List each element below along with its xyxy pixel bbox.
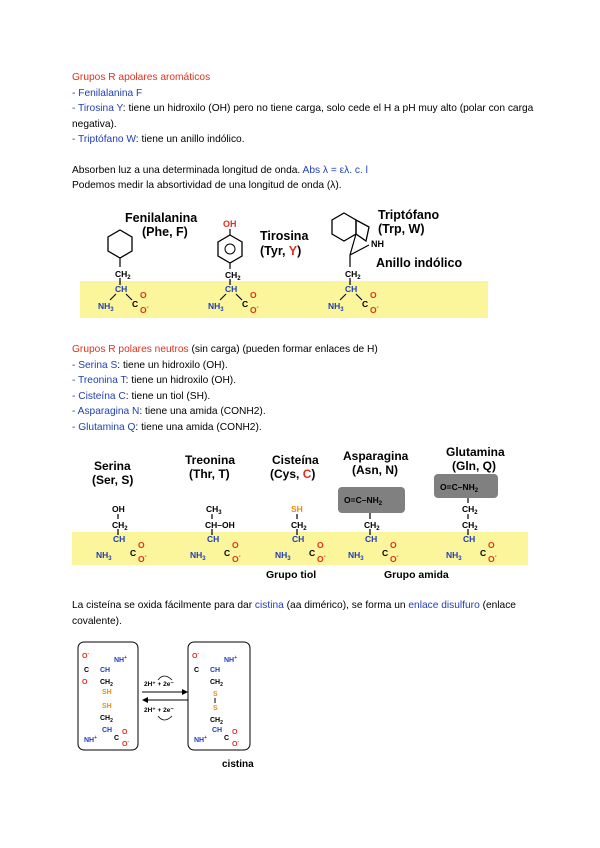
svg-text:CH2: $CH_2$: [210, 679, 223, 688]
svg-text:O-: O-: [370, 305, 379, 315]
svg-text:CH: CH: [115, 284, 128, 294]
thr-abbr: (Thr, T): [189, 467, 230, 481]
trp-name: Triptófano: [378, 208, 440, 222]
item-phe: - Fenilalanina F: [72, 87, 143, 99]
svg-text:O: O: [317, 540, 324, 550]
svg-text:C: C: [132, 299, 139, 309]
svg-text:C: C: [224, 548, 231, 558]
ser-name: Serina: [94, 459, 131, 473]
svg-text:CH: CH: [225, 284, 238, 294]
aromatic-figure: [80, 205, 490, 320]
item-thr: - Treonina T: tiene un hidroxilo (OH).: [72, 375, 237, 386]
svg-text:O: O: [390, 540, 397, 550]
svg-text:NH+: NH+: [194, 735, 208, 744]
svg-text:C: C: [309, 548, 316, 558]
svg-text:CH2: $CH_2$: [291, 520, 307, 532]
svg-text:NH+: NH+: [224, 655, 238, 664]
svg-text:CH: CH: [207, 534, 220, 544]
thr-name: Treonina: [185, 453, 236, 467]
svg-text:O: O: [232, 540, 239, 550]
svg-text:CH: CH: [102, 727, 113, 734]
absorb-formula: Abs λ = ελ. c. l: [302, 164, 368, 176]
svg-text:O: O: [82, 679, 88, 686]
tyr-name: Tirosina: [260, 229, 309, 243]
svg-text:NH3: $NH_3$: [98, 301, 114, 313]
arrow-top-label: 2H⁺ + 2e⁻: [144, 681, 174, 688]
svg-text:O-: O-: [82, 651, 90, 660]
arrow-bottom-label: 2H⁺ + 2e⁻: [144, 707, 174, 714]
svg-text:CH: CH: [113, 534, 126, 544]
svg-text:CH: CH: [210, 667, 221, 674]
svg-text:O-: O-: [390, 554, 399, 564]
section2-text: [72, 342, 542, 435]
svg-text:C: C: [194, 667, 200, 674]
svg-text:O: O: [250, 290, 257, 300]
cystine-s2: S: [213, 705, 218, 712]
cystine-figure: [76, 640, 276, 775]
cys-abbr: (Cys, C): [270, 467, 316, 481]
svg-text:NH3: $NH_3$: [348, 550, 364, 562]
svg-text:CH: CH: [463, 534, 476, 544]
svg-text:CH: CH: [100, 667, 111, 674]
svg-text:O: O: [138, 540, 145, 550]
svg-text:O: O: [140, 290, 147, 300]
section3-text: La cisteína se oxida fácilmente para dar cistina (aa dimérico), se forma un enlace disulfuro (enlace covalente).: [72, 600, 516, 627]
svg-text:CH2: $CH_2$: [100, 715, 113, 724]
svg-text:CH2: $CH_2$: [345, 269, 361, 281]
tyr-oh: OH: [223, 219, 237, 229]
section1-text: [72, 70, 542, 194]
svg-text:O-: O-: [232, 739, 240, 748]
svg-text:CH2: $CH_2$: [225, 270, 241, 282]
svg-text:C: C: [382, 548, 389, 558]
section1-heading: Grupos R apolares aromáticos: [72, 72, 211, 83]
section2-heading: Grupos R polares neutros (sin carga) (pueden formar enlaces de H): [72, 344, 378, 355]
svg-text:CH3: $CH_3$: [206, 504, 222, 516]
polar-figure: [72, 440, 532, 585]
trp-abbr: (Trp, W): [378, 222, 425, 236]
svg-text:C: C: [130, 548, 137, 558]
svg-text:O-: O-: [138, 554, 147, 564]
svg-text:CH: CH: [212, 727, 223, 734]
svg-text:O: O: [488, 540, 495, 550]
item-asn: - Asparagina N: tiene una amida (CONH2).: [72, 406, 266, 417]
svg-text:O: O: [370, 290, 377, 300]
svg-text:CH2: $CH_2$: [112, 520, 128, 532]
svg-text:CH2: $CH_2$: [462, 520, 478, 532]
indole-label: Anillo indólico: [376, 256, 463, 270]
ser-oh: OH: [112, 504, 125, 514]
asn-abbr: (Asn, N): [352, 463, 398, 477]
cystine-s1: S: [213, 691, 218, 698]
svg-text:CH2: $CH_2$: [100, 679, 113, 688]
item-tyr: - Tirosina Y: tiene un hidroxilo (OH) pero no tiene carga, solo cede el H a pH muy alto (polar con carga negativa).: [72, 103, 534, 130]
cistina-term: cistina: [254, 600, 284, 611]
amide-label: Grupo amida: [384, 569, 449, 581]
gln-name: Glutamina: [446, 445, 505, 459]
svg-text:O-: O-: [250, 305, 259, 315]
svg-text:CH2: $CH_2$: [462, 504, 478, 516]
cys1-sh: SH: [102, 689, 112, 696]
svg-text:O=C–NH2: $O=C-NH_2$: [344, 495, 383, 507]
item-trp: - Triptófano W: tiene un anillo indólico.: [72, 134, 245, 145]
svg-text:NH3: $NH_3$: [96, 550, 112, 562]
thr-choh: CH–OH: [205, 520, 235, 530]
ser-abbr: (Ser, S): [92, 473, 134, 487]
item-cys: - Cisteína C: tiene un tiol (SH).: [72, 390, 211, 402]
svg-text:CH: CH: [345, 284, 358, 294]
svg-text:CH: CH: [365, 534, 378, 544]
svg-text:O-: O-: [122, 739, 130, 748]
svg-text:NH+: NH+: [84, 735, 98, 744]
item-gln: - Glutamina Q: tiene una amida (CONH2).: [72, 421, 262, 433]
absorb-line2: Podemos medir la absortividad de una longitud de onda (λ).: [72, 180, 342, 191]
svg-text:NH3: $NH_3$: [446, 550, 462, 562]
cistina-label: cistina: [222, 759, 254, 770]
cys2-sh: SH: [102, 703, 112, 710]
item-ser: - Serina S: tiene un hidroxilo (OH).: [72, 359, 228, 371]
thiol-label: Grupo tiol: [266, 569, 317, 581]
svg-text:C: C: [362, 299, 369, 309]
svg-text:NH3: $NH_3$: [208, 301, 224, 313]
svg-text:CH: CH: [292, 534, 305, 544]
phe-name: Fenilalanina: [125, 211, 198, 225]
absorb-line: Absorben luz a una determinada longitud de onda. Abs λ = ελ. c. l: [72, 164, 368, 176]
svg-text:O: O: [232, 729, 238, 736]
cys-sh: SH: [291, 504, 303, 514]
svg-text:O-: O-: [488, 554, 497, 564]
phe-abbr: (Phe, F): [142, 225, 188, 239]
svg-text:NH3: $NH_3$: [190, 550, 206, 562]
asn-name: Asparagina: [343, 449, 409, 463]
disulfide-term: enlace disulfuro: [408, 600, 480, 611]
tyr-abbr: (Tyr, Y): [260, 244, 302, 258]
svg-text:NH3: $NH_3$: [275, 550, 291, 562]
svg-text:O: O: [122, 729, 128, 736]
svg-text:NH3: $NH_3$: [328, 301, 344, 313]
trp-nh: NH: [371, 239, 384, 249]
svg-text:C: C: [480, 548, 487, 558]
svg-text:CH2: $CH_2$: [364, 520, 380, 532]
svg-text:O-: O-: [140, 305, 149, 315]
gln-abbr: (Gln, Q): [452, 459, 496, 473]
svg-text:O=C–NH2: $O=C-NH_2$: [440, 482, 479, 494]
svg-text:C: C: [224, 735, 230, 742]
redox-arrows: [142, 676, 188, 720]
svg-text:C: C: [242, 299, 249, 309]
svg-text:C: C: [84, 667, 90, 674]
svg-text:O-: O-: [192, 651, 200, 660]
svg-text:CH2: $CH_2$: [210, 717, 223, 726]
svg-text:O-: O-: [317, 554, 326, 564]
cys-name: Cisteína: [272, 453, 319, 467]
svg-text:O-: O-: [232, 554, 241, 564]
svg-text:C: C: [114, 735, 120, 742]
svg-text:NH+: NH+: [114, 655, 128, 664]
svg-text:CH2: $CH_2$: [115, 269, 131, 281]
